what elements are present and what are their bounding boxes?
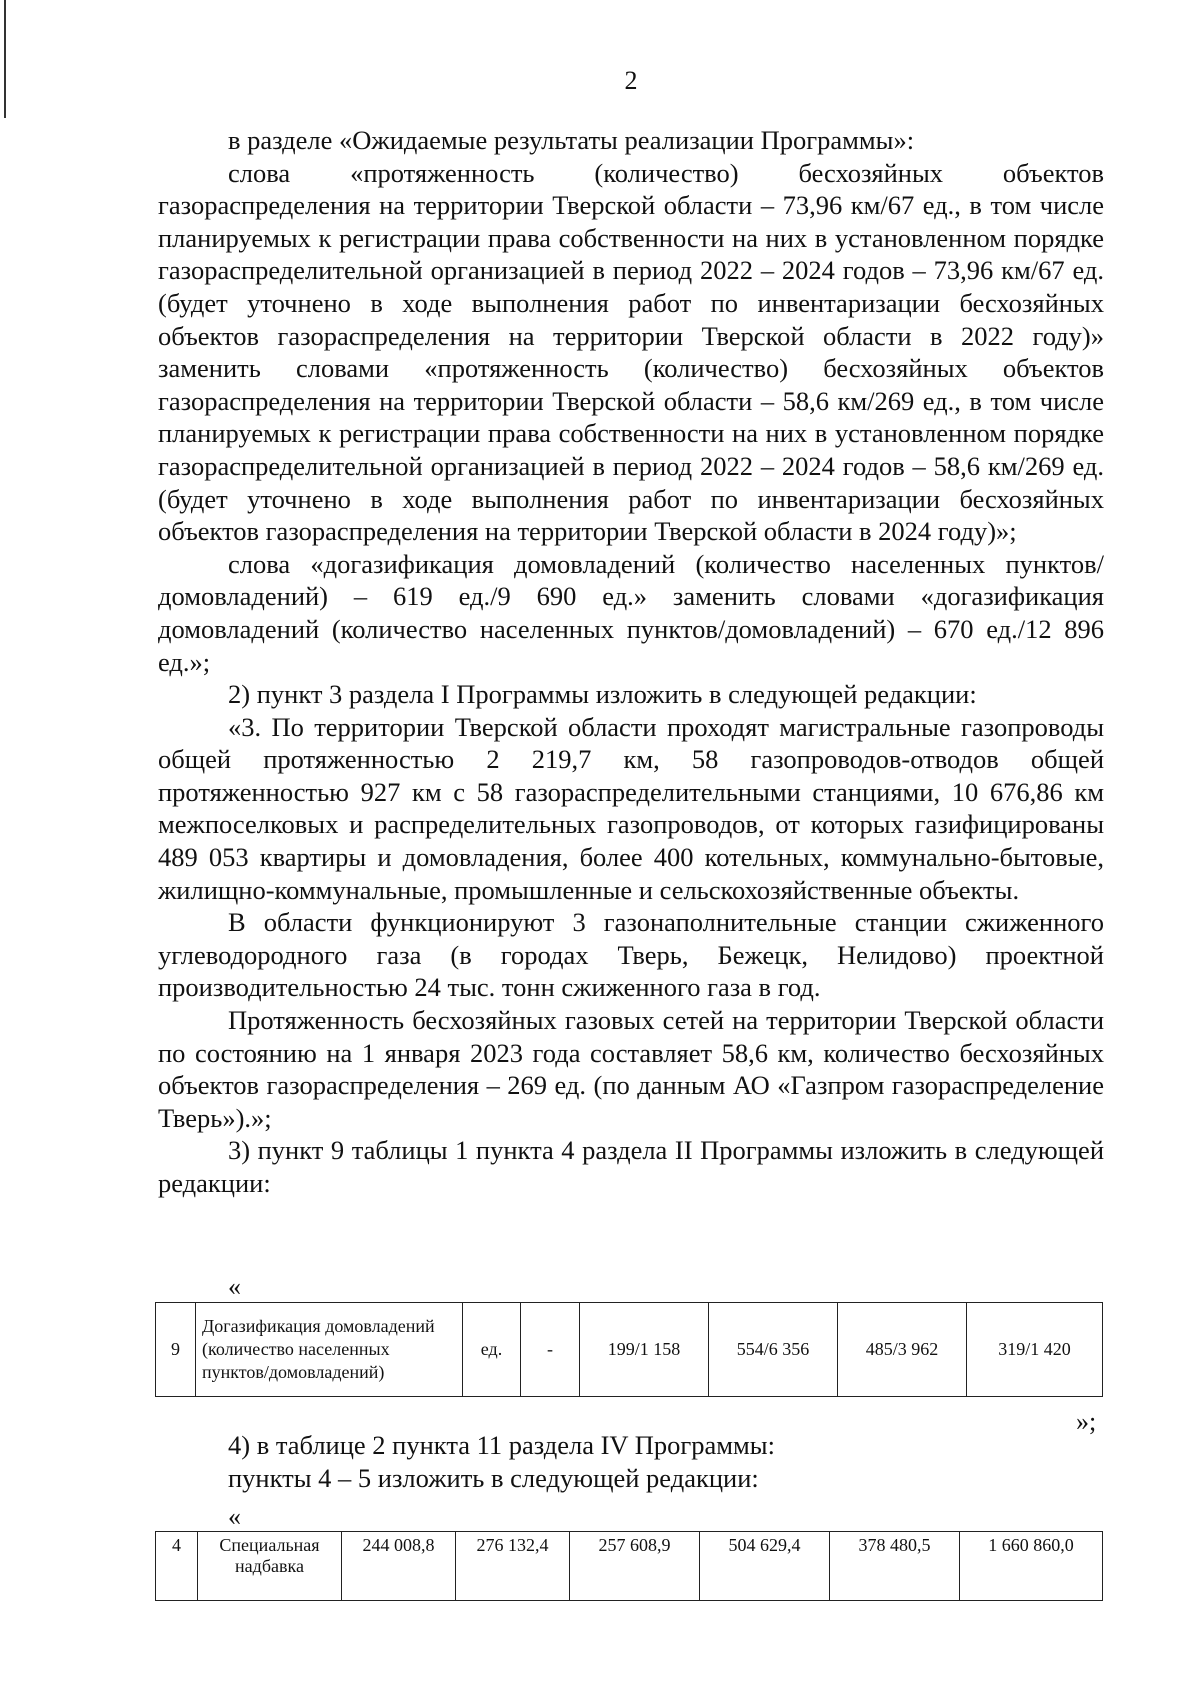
scan-edge-line (4, 0, 6, 118)
value-cell: 378 480,5 (830, 1532, 960, 1601)
expense-name: Специальная надбавка (198, 1532, 342, 1601)
paragraph-item-3-text: «3. По территории Тверской области проходят магистральные газопроводы общей протяженностью 2 219,7 км, 58 газопроводов-отводов общей протяженностью 927 км с 58 газораспределительными станциями, 10 676,86 км межпоселковых и распределительных газопроводов, от которых газифицированы 489 053 квартиры и домовладения, более 400 котельных, коммунально-бытовые, жилищно-коммунальные, промышленные и сельскохозяйственные объекты. (158, 711, 1104, 905)
paragraph-items-4-5: пункты 4 – 5 изложить в следующей редакции: (228, 1462, 759, 1493)
paragraph-length-replacement: слова «протяженность (количество) бесхозяйных объектов газораспределения на территории Тверской области – 73,96 км/67 ед., в том числе планируемых к регистрации права собственности на них в установленном порядке газораспределительной организацией в период 2022 – 2024 годов – 73,96 км/67 ед. (будет уточнено в ходе выполнения работ по инвентаризации бесхозяйных объектов газораспределения на территории Тверской области в 2022 году)» заменить словами «протяженность (количество) бесхозяйных объектов газораспределения на территории Тверской области – 58,6 км/269 ед., в том числе планируемых к регистрации права собственности на них в установленном порядке газораспределительной организацией в период 2022 – 2024 годов – 58,6 км/269 ед. (будет уточнено в ходе выполнения работ по инвентаризации бесхозяйных объектов газораспределения на территории Тверской области в 2024 году)»; (158, 157, 1104, 547)
paragraph-section-heading: в разделе «Ожидаемые результаты реализации Программы»: (228, 125, 915, 155)
value-cell: 319/1 420 (967, 1303, 1103, 1397)
value-cell: 257 608,9 (570, 1532, 700, 1601)
paragraph-item-3: 3) пункт 9 таблицы 1 пункта 4 раздела II Программы изложить в следующей редакции: (158, 1135, 1104, 1198)
value-cell: 504 629,4 (700, 1532, 830, 1601)
value-cell: 485/3 962 (838, 1303, 967, 1397)
value-cell: 199/1 158 (580, 1303, 709, 1397)
value-cell: 276 132,4 (456, 1532, 570, 1601)
paragraph-gasification-replacement: слова «догазификация домовладений (количество населенных пунктов/домовладений) – 619 ед./9 690 ед.» заменить словами «догазификация домовладений (количество населенных пунктов/домовладений) – 670 ед./12 896 ед.»; (158, 548, 1104, 677)
table-row (156, 1303, 1103, 1397)
table-2-excerpt (155, 1531, 1103, 1601)
paragraph-ownerless-networks: Протяженность бесхозяйных газовых сетей на территории Тверской области по состоянию на 1 января 2023 года составляет 58,6 км, количество бесхозяйных объектов газораспределения – 269 ед. (по данным АО «Газпром газораспределение Тверь»).»; (158, 1005, 1104, 1133)
table-1-excerpt (155, 1302, 1103, 1397)
document-body-continued (158, 1429, 1104, 1494)
paragraph-item-2: 2) пункт 3 раздела I Программы изложить в следующей редакции: (228, 679, 977, 710)
paragraph-gas-stations: В области функционируют 3 газонаполнительные станции сжиженного углеводородного газа (в городах Тверь, Бежецк, Нелидово) проектной производительностью 24 тыс. тонн сжиженного газа в год. (158, 907, 1104, 1003)
unit-cell: ед. (463, 1303, 521, 1397)
open-quote-table1: « (228, 1272, 241, 1301)
page-number: 2 (624, 66, 638, 95)
row-number: 4 (156, 1532, 198, 1601)
indicator-name: Догазификация домовладений (количество населенных пунктов/домовладений) (196, 1303, 463, 1397)
base-value-cell: - (521, 1303, 580, 1397)
value-cell: 1 660 860,0 (960, 1532, 1103, 1601)
document-body (158, 124, 1104, 1200)
table-row (156, 1532, 1103, 1601)
open-quote-table2: « (228, 1502, 241, 1531)
close-quote-table1: »; (1076, 1407, 1097, 1436)
value-cell: 554/6 356 (709, 1303, 838, 1397)
row-number: 9 (156, 1303, 196, 1397)
value-cell: 244 008,8 (342, 1532, 456, 1601)
paragraph-item-4: 4) в таблице 2 пункта 11 раздела IV Программы: (228, 1430, 775, 1460)
